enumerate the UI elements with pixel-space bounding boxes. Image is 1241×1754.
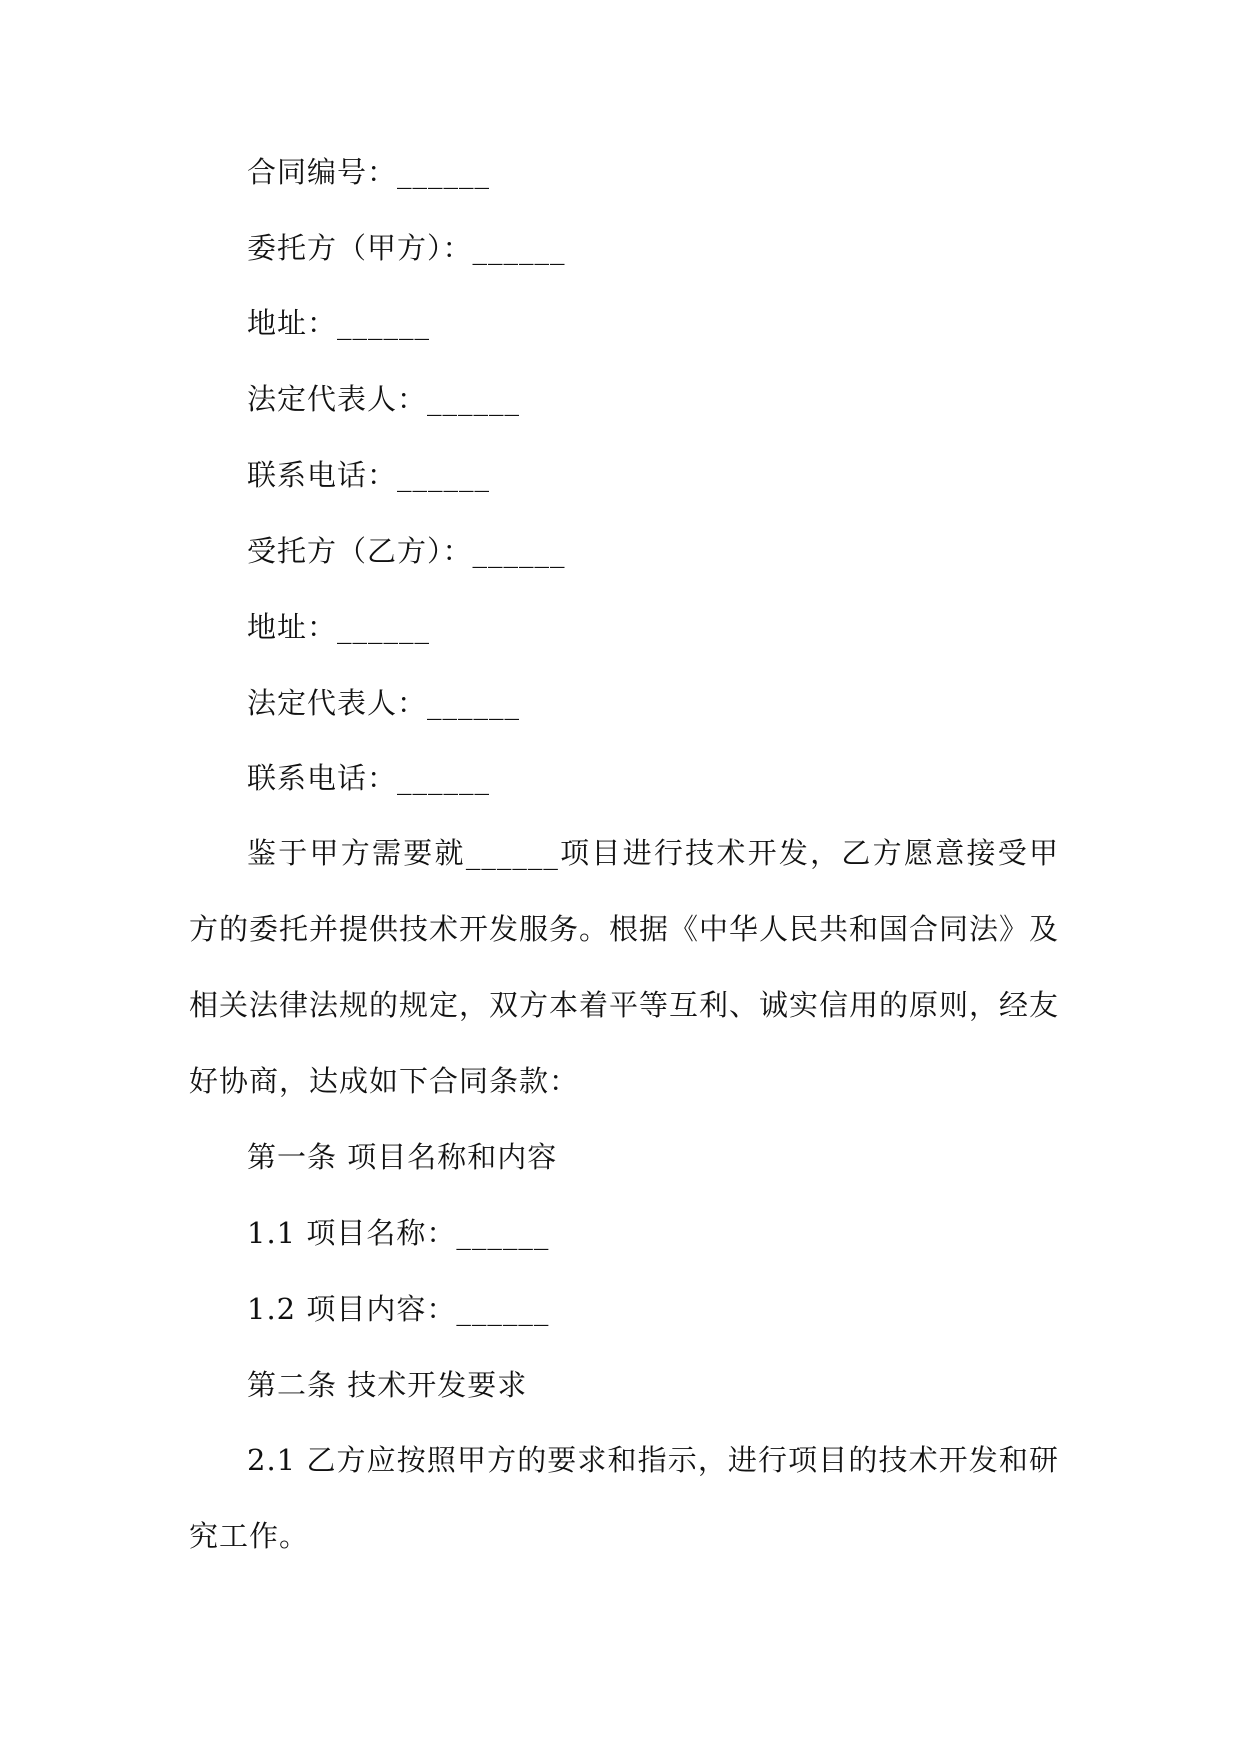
- item-1-2: 1.2 项目内容：______: [247, 1292, 550, 1326]
- preamble-paragraph: 鉴于甲方需要就______项目进行技术开发，乙方愿意接受甲方的委托并提供技术开发服务。根据《中华人民共和国合同法》及相关法律法规的规定，双方本着平等互利、诚实信用的原则，经友好协商，达成如下合同条款：: [189, 836, 1060, 1098]
- party-a-line: 委托方（甲方）：______: [247, 231, 566, 265]
- party-a-phone-line: 联系电话：______: [247, 458, 491, 492]
- article-1-title: 第一条 项目名称和内容: [247, 1140, 558, 1174]
- item-1-1: 1.1 项目名称：______: [247, 1216, 550, 1250]
- party-b-phone-line: 联系电话：______: [247, 761, 491, 795]
- party-a-address-line: 地址：______: [247, 306, 431, 340]
- item-2-1-paragraph: 2.1 乙方应按照甲方的要求和指示，进行项目的技术开发和研究工作。: [189, 1443, 1059, 1553]
- article-2-title: 第二条 技术开发要求: [247, 1368, 528, 1402]
- party-b-line: 受托方（乙方）：______: [247, 534, 566, 568]
- party-b-address-line: 地址：______: [247, 610, 431, 644]
- party-a-representative-line: 法定代表人：______: [247, 382, 521, 416]
- contract-number-line: 合同编号：______: [247, 155, 491, 189]
- party-b-representative-line: 法定代表人：______: [247, 686, 521, 720]
